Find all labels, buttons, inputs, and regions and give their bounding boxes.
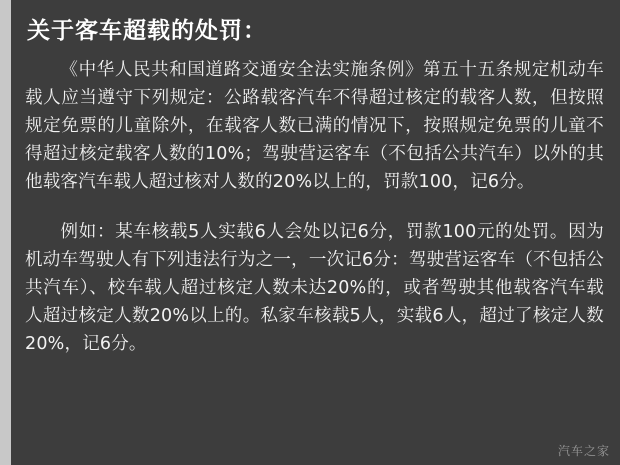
document-content — [11, 0, 620, 465]
paragraph-1 — [25, 56, 604, 196]
paragraph-1-text: 《中华人民共和国道路交通安全法实施条例》第五十五条规定机动车载人应当遵守下列规定：公路载客汽车不得超过核定的载客人数，但按照规定免票的儿童除外，在载客人数已满的情况下，按照规定免票的儿童不得超过核定载客人数的10%；驾驶营运客车（不包括公共汽车）以外的其他载客汽车载人超过核对人数的20%以上的，罚款100，记6分。 — [25, 60, 604, 192]
page-title: 关于客车超载的处罚： — [27, 18, 267, 44]
paragraph-2-text: 例如：某车核载5人实载6人会处以记6分，罚款100元的处罚。因为机动车驾驶人有下列违法行为之一，一次记6分：驾驶营运客车（不包括公共汽车）、校车载人超过核定人数未达20%的，或者驾驶其他载客汽车载人超过核定人数20%以上的。私家车核载5人，实载6人，超过了核定人数20%，记6分。 — [25, 222, 604, 354]
left-decorative-bar — [0, 0, 11, 465]
paragraph-2 — [25, 218, 604, 358]
watermark-label: 汽车之家 — [557, 444, 610, 458]
